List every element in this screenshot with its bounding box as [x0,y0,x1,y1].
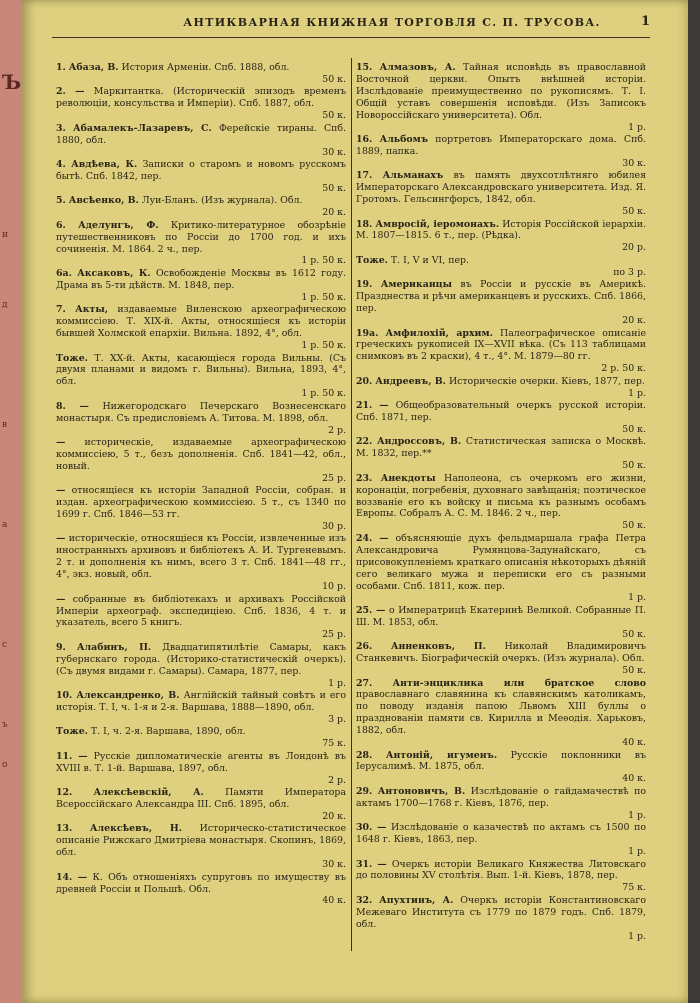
catalog-entry [356,533,646,604]
entry-author: Аделунгъ, Ф. [78,219,159,231]
entry-number: 6а. [56,267,72,279]
entry-number: 17. [356,170,373,182]
catalog-entry [56,268,346,304]
entry-text: историческiе, относящiеся къ Россiи, извлеченные изъ иностранныхъ архивовъ и библiотекъ А. И. Тургеневымъ. 2 т. и дополненiя къ нимъ, всего 3 т. Спб. 1841—48 гг., 4°, экз. новый, обл. [56,533,347,581]
entry-text: Памяти Императора Всероссiйскаго Александра III. Спб. 1895, обл. [56,787,347,810]
entry-price: 1 р. [628,121,646,133]
catalog-entry [56,872,346,908]
catalog-entry [356,62,646,133]
entry-author: Тоже. [56,726,88,738]
page-number: 1 [640,14,650,29]
entry-price: 25 р. [322,472,346,484]
entry-author: Анненковъ, П. [390,641,486,653]
entry-number: 32. [356,894,373,906]
catalog-entry [56,751,346,787]
entry-price: 3 р. [328,713,346,725]
entry-price: 20 к. [622,315,646,326]
entry-author: Альманахъ [382,170,444,182]
catalog-entry [56,823,346,871]
entry-price: 1 р. [628,846,646,857]
catalog-page [22,0,688,1003]
entry-author: — [56,533,66,545]
entry-text: издаваемые Виленскою археографическою коммиссiею. Т. XIX-й. Акты, относящiеся къ исторiи бывшей Холмской епархiи. Вильна. 1892, 4°, обл. [56,304,346,340]
entry-text: К. Объ отношенiяхъ супруговъ по имуществу въ древней Россiи и Польшѣ. Обл. [56,871,346,895]
entry-price: 1 р. 50 к. [301,388,346,400]
catalog-entry [356,859,646,895]
entry-text: Изслѣдованiе о казачествѣ по актамъ съ 1500 по 1648 г. Кiевъ, 1863, пер. [356,822,647,846]
catalog-entry [356,473,646,533]
entry-price: 2 р. 50 к. [601,363,646,375]
prev-page-fragment: д [2,300,8,310]
entry-number: 16. [356,134,373,146]
entry-text: Тайная исповѣдь въ православной Восточной церкви. Опытъ внѣшней исторiи. Изслѣдованiе преимущественно по рукописямъ. Т. I. Общiй уставъ совершенiя исповѣди. (Изъ Записокъ Новороссiйскаго университета). Обл. [356,62,647,121]
catalog-entry [56,690,346,726]
entry-author: Абаза, В. [68,62,119,73]
entry-author: Амвросiй, iеромонахъ. [375,218,500,230]
entry-number: 4. [56,159,66,171]
entry-price: 25 р. [322,629,346,641]
entry-text: историческiе, издаваемые археографическою коммиссiею, 5 т., безъ дополненiя. Спб. 1841—42, обл., новый. [56,437,347,472]
catalog-entry [56,86,346,122]
entry-price: 30 к. [622,157,646,169]
entry-author: Алабинъ, П. [76,641,152,653]
entry-number: 5. [56,195,66,207]
entry-number: 29. [356,785,373,797]
entry-text: Наполеона, съ очеркомъ его жизни, коронацiи, погребенiя, духовнаго завѣщанiя; поэтическое воззванiе его къ войску и письма къ разнымъ особамъ Европы. Собралъ А. С. М. 1846. 2 ч., пер. [356,472,647,520]
entry-number: 14. [56,871,73,883]
page-header: АНТИКВАРНАЯ КНИЖНАЯ ТОРГОВЛЯ С. П. ТРУСОВА. [183,16,601,29]
entry-price: 20 р. [622,242,646,254]
entry-number: 8. [56,400,66,412]
catalog-entry [56,594,346,642]
catalog-entry [356,678,646,749]
entry-price: 30 к. [322,146,346,158]
left-column [56,62,346,908]
entry-text: Изслѣдованiе о гайдамачествѣ по актамъ 1700—1768 г. Кiевъ, 1876, пер. [356,785,647,809]
catalog-entry [56,787,346,823]
entry-text: Т. I, V и VI, пер. [390,254,469,266]
entry-author: — [376,822,387,834]
entry-price: 50 к. [622,460,646,472]
prev-page-fragment: о [2,760,8,770]
entry-number: 19а. [356,327,379,339]
entry-text: История Арменiи. Спб. 1888, обл. [121,62,290,73]
entry-text: Освобожденiе Москвы въ 1612 году. Драма въ 5-ти дѣйств. М. 1848, пер. [56,267,346,291]
entry-price: 50 к. [622,628,646,640]
header-rule [52,37,650,38]
entry-number: 23. [356,472,373,484]
entry-price: 50 к. [322,182,346,194]
catalog-entry [356,400,646,436]
entry-text: Палеографическое описанiе греческихъ рукописей IX—XVII вѣка. (Съ 113 таблицами снимковъ въ 2 краски), 4 т., 4°. М. 1879—80 гг. [356,327,646,363]
prev-page-fragment: и [2,230,8,240]
entry-text: въ память двухсотлѣтняго юбилея Императорскаго Александровскаго университета. Изд. Я. Гротомъ. Гельсингфорсъ, 1842, обл. [356,170,646,206]
entry-text: Статистическая записка о Москвѣ. М. 1832, пер.** [356,436,647,460]
entry-author: Авдѣева, К. [71,159,138,171]
catalog-entry [56,159,346,195]
entry-price: по 3 р. [613,266,646,278]
entry-author: Алексѣевъ, Н. [89,823,183,835]
catalog-entry [56,401,346,437]
entry-author: — [75,86,85,98]
entry-price: 50 к. [622,665,646,677]
catalog-entry [56,123,346,159]
catalog-entry [56,437,346,485]
entry-text: о Императрицѣ Екатеринѣ Великой. Собранные П. Ш. М. 1853, обл. [356,604,647,628]
entry-author: Альбомъ [379,134,429,146]
entry-number: 1. [56,62,66,73]
entry-text: Записки о старомъ и новомъ русскомъ бытѣ. Спб. 1842, пер. [56,159,346,182]
entry-number: 20. [356,375,373,387]
right-column [356,62,646,943]
catalog-entry [356,134,646,170]
catalog-entry [56,485,346,533]
entry-price: 30 к. [322,859,346,871]
entry-author: Антонiй, игуменъ. [385,749,498,761]
entry-price: 50 к. [622,520,646,532]
catalog-entry [356,436,646,472]
entry-author: — [79,400,89,412]
entry-author: — [379,400,389,412]
entry-price: 2 р. [328,424,346,436]
entry-text: Ферейскiе тираны. Спб. 1880, обл. [56,122,347,146]
prev-page-fragment: Ъ [2,70,22,94]
catalog-entry [56,726,346,750]
catalog-entry [356,605,646,641]
entry-price: 50 к. [622,206,646,218]
entry-price: 75 к. [622,882,646,894]
entry-author: Анти-энциклика или братское слово [392,677,646,689]
entry-number: 10. [56,690,73,702]
column-divider [351,58,352,951]
entry-price: 1 р. 50 к. [301,255,346,267]
catalog-entry [356,750,646,786]
entry-number: 19. [356,279,373,291]
entry-text: Критико-литературное обозрѣнiе путешественниковъ по Россiи до 1700 год. и ихъ сочиненiя. М. 1864. 2 ч., пер. [56,219,346,255]
entry-text: относящiеся къ исторiи Западной Россiи, собран. и издан. археографическою коммиссiею. 5 т., съ 1340 по 1699 г. Спб. 1846—53 гг. [56,485,346,521]
catalog-entry [356,895,646,943]
entry-number: 12. [56,787,73,799]
entry-author: Александренко, В. [76,690,180,702]
entry-author: Авсѣенко, В. [68,195,139,207]
entry-author: — [77,871,88,883]
entry-author: — [377,858,387,870]
catalog-entry [356,255,646,279]
catalog-entry [356,376,646,400]
entry-text: Нижегородскаго Печерскаго Вознесенскаго монастыря. Съ предисловiемъ А. Титова. М. 1898, обл. [56,400,347,424]
entry-text: Англiйскiй тайный совѣтъ и его исторiя. Т. I, ч. 1-я и 2-я. Варшава, 1888—1890, обл. [56,690,346,713]
entry-author: Андроссовъ, В. [376,436,462,448]
catalog-entry [356,219,646,255]
entry-number: 9. [56,641,66,653]
entry-number: 3. [56,122,66,134]
entry-number: 15. [356,62,373,73]
entry-number: 2. [56,86,66,98]
entry-number: 6. [56,219,66,231]
catalog-entry [356,822,646,858]
entry-number: 11. [56,750,73,762]
entry-number: 18. [356,218,373,230]
entry-price: 50 к. [322,73,346,85]
entry-text: Русскiе поклонники въ Iерусалимѣ. М. 1875, обл. [356,749,646,773]
entry-author: Тоже. [56,352,88,364]
entry-text: православнаго славянина къ славянскимъ католикамъ, по поводу изданiя папою Львомъ XIII буллы о празднованiи памяти св. Кирилла и Меѳодiя. Харьковъ, 1882, обл. [356,689,646,737]
catalog-entry [356,328,646,376]
entry-author: Аксаковъ, К. [77,267,151,279]
entry-text: Общеобразовательный очеркъ русской исторiи. Спб. 1871, пер. [356,400,646,424]
catalog-entry [56,220,346,268]
entry-number: 26. [356,641,373,653]
entry-number: 13. [56,823,73,835]
entry-number: 31. [356,858,373,870]
entry-author: Акты, [75,304,108,316]
entry-author: Абамалекъ-Лазаревъ, С. [73,122,212,134]
entry-author: — [56,485,66,497]
entry-text: портретовъ Императорскаго дома. Спб. 1889, папка. [356,134,646,157]
entry-author: Апухтинъ, А. [379,894,454,906]
entry-number: 24. [356,532,373,544]
entry-text: Маркитантка. (Историческiй эпизодъ временъ революцiи, консульства и Имперiи). Спб. 1887, обл. [56,86,346,110]
entry-text: Луи-Бланъ. (Изъ журнала). Обл. [141,195,303,207]
entry-price: 75 к. [322,738,346,750]
entry-text: Т. I, ч. 2-я. Варшава, 1890, обл. [90,726,246,738]
entry-price: 1 р. 50 к. [301,291,346,303]
catalog-entry [356,170,646,218]
entry-text: Очеркъ исторiи Великаго Княжества Литовскаго до половины XV столѣтiя. Вып. 1-й. Кiевъ, 1878, пер. [356,858,647,882]
entry-price: 50 к. [622,423,646,435]
entry-author: Американцы [380,279,453,291]
entry-author: Амфилохiй, архим. [385,327,493,339]
entry-price: 1 р. 50 к. [301,340,346,351]
entry-price: 1 р. [628,930,646,942]
catalog-entry [356,641,646,677]
entry-number: 30. [356,822,373,834]
prev-page-fragment: ъ [2,720,8,730]
entry-price: 1 р. [628,809,646,821]
entry-text: Русскiе дипломатическiе агенты въ Лондонѣ въ XVIII в. Т. 1-й. Варшава, 1897, обл. [56,750,347,774]
catalog-entry [56,195,346,219]
prev-page-fragment: а [2,520,8,530]
prev-page-fragment: с [2,640,8,650]
prev-page-fragment: в [2,420,8,430]
entry-price: 40 к. [622,773,646,785]
entry-number: 25. [356,604,373,616]
entry-author: — [56,437,66,449]
entry-author: Тоже. [356,254,388,266]
catalog-entry [56,642,346,690]
entry-text: Историческо-статистическое описанiе Рижскаго Дмитрiева монастыря. Скопинъ, 1869, обл. [56,823,346,859]
entry-text: Историческiе очерки. Кiевъ, 1877, пер. [448,375,645,387]
catalog-entry [356,279,646,327]
entry-price: 30 р. [322,520,346,532]
catalog-entry [56,533,346,593]
catalog-entry [56,304,346,352]
catalog-entry [56,62,346,86]
catalog-entry [356,786,646,822]
entry-author: — [375,604,386,616]
entry-price: 1 р. [628,592,646,604]
entry-text: собранные въ библiотекахъ и архивахъ Россiйской Имперiи археограф. экспедицiею. Спб. 1836, 4 т. и указатель, всего 5 книгъ. [56,593,347,629]
entry-price: 2 р. [328,774,346,786]
entry-text: Двадцатипятилѣтiе Самары, какъ губернскаго города. (Историко-статистическiй очеркъ). (Съ двумя видами г. Самары). Самара, 1877, пер. [56,641,347,677]
entry-number: 21. [356,400,373,412]
entry-author: Анекдоты [380,472,436,484]
entry-author: — [379,532,389,544]
catalog-entry [56,353,346,401]
entry-price: 10 р. [322,581,346,593]
entry-author: Алмазовъ, А. [379,62,456,73]
entry-price: 20 к. [322,207,346,219]
entry-author: — [78,750,88,762]
entry-author: Алексѣевскiй, А. [93,787,204,799]
entry-price: 1 р. [328,677,346,689]
entry-text: объясняющiе духъ фельдмаршала графа Петра Александровича Румянцова-Задунайскаго, съ присовокупленiемъ краткаго описанiя нѣкоторыхъ дѣянiй сего великаго мужа и переписки его съ разными особами. Спб. 1811, кож. пер. [356,532,647,592]
entry-text: Исторiя Россiйской iерархiи. М. 1807—1815. 6 т., пер. (Рѣдка). [356,218,646,242]
entry-text: Очеркъ исторiи Константиновскаго Межеваго Института съ 1779 по 1879 годъ. Спб. 1879, обл. [356,894,646,930]
entry-author: Андреевъ, В. [375,375,446,387]
entry-price: 40 к. [322,895,346,907]
entry-number: 7. [56,304,66,316]
entry-author: — [56,593,66,605]
entry-number: 22. [356,436,373,448]
entry-price: 20 к. [322,810,346,822]
entry-text: Т. XX-й. Акты, касающiеся города Вильны. (Съ двумя планами и видомъ г. Вильны). Вильна, 1893, 4°, обл. [56,352,346,388]
entry-price: 1 р. [628,387,646,399]
entry-price: 40 к. [622,737,646,749]
entry-number: 28. [356,749,373,761]
entry-text: въ Россiи и русскiе въ Америкѣ. Празднества и рѣчи американцевъ и русскихъ. Спб. 1866, пер. [356,279,646,315]
entry-text: Николай Владимировичъ Станкевичъ. Бiографическiй очеркъ. (Изъ журнала). Обл. [356,641,646,665]
entry-price: 50 к. [322,110,346,122]
entry-author: Антоновичъ, В. [377,785,466,797]
entry-number: 27. [356,677,373,689]
